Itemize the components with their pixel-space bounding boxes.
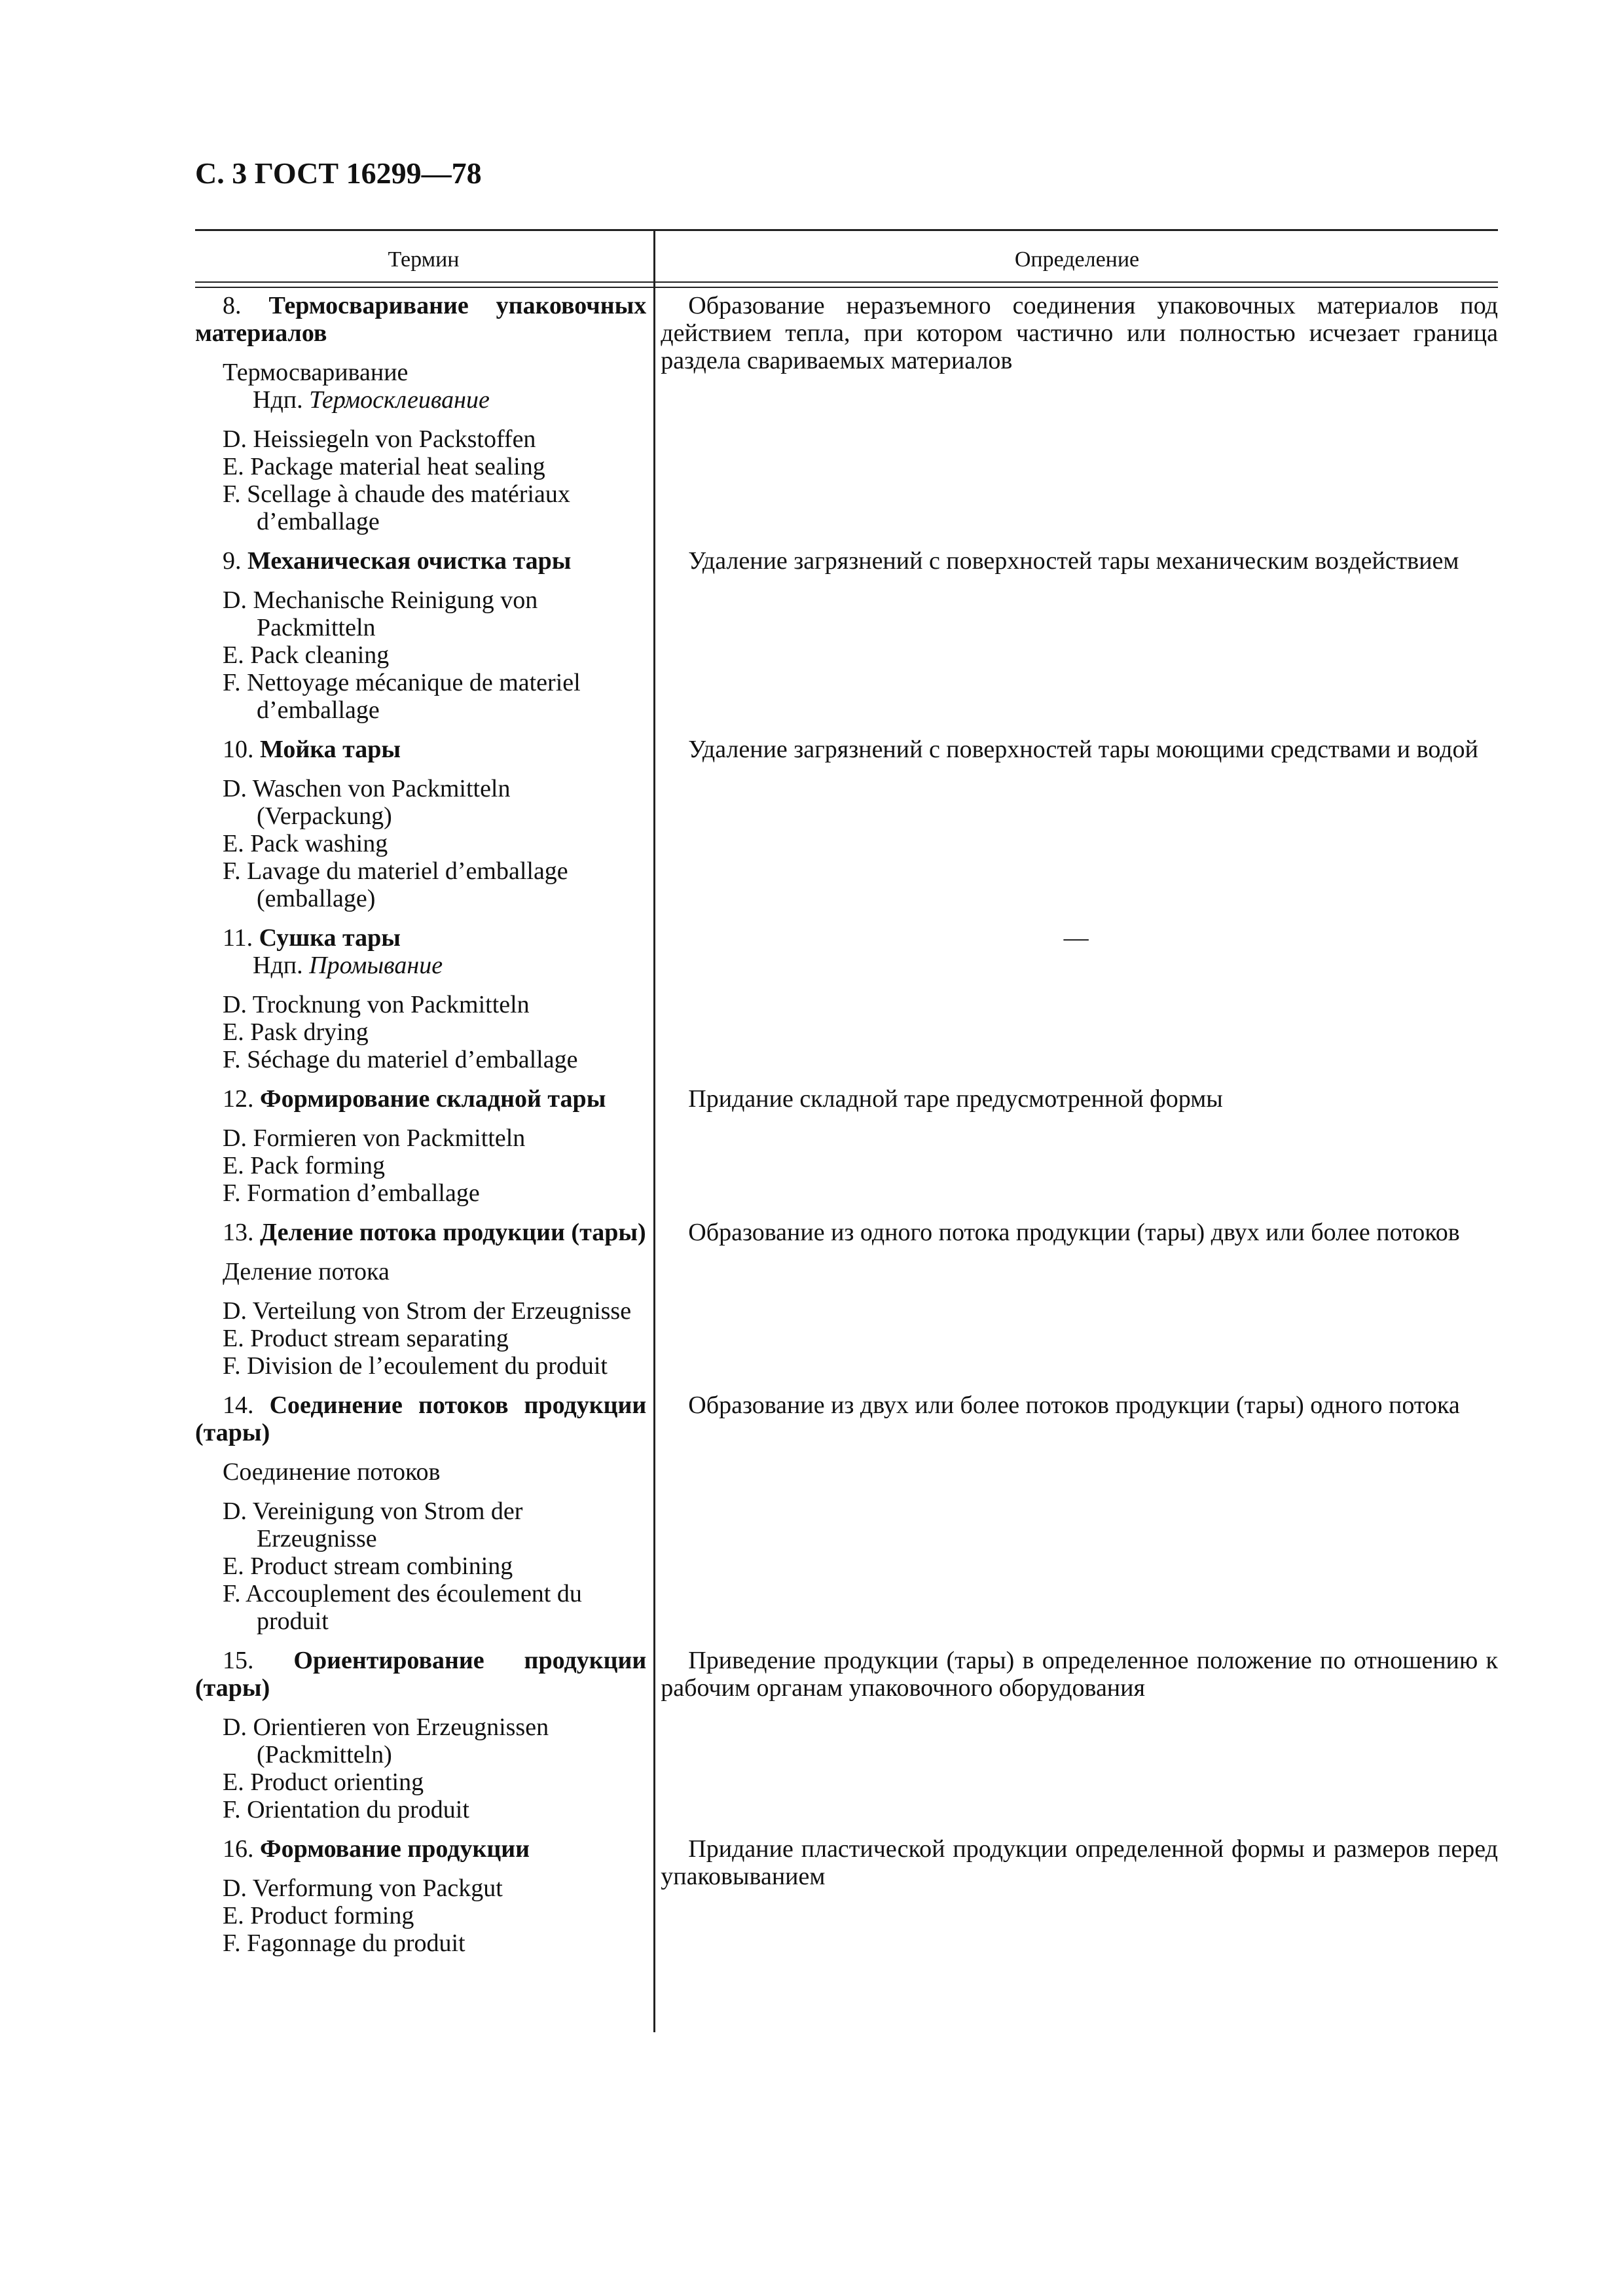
equivalent-fr: F. Division de l’ecoulement du produit — [223, 1352, 608, 1380]
table-row — [195, 1835, 1498, 1957]
term-cell — [195, 924, 651, 1073]
definition-cell — [651, 1647, 1498, 1823]
definition-cell — [651, 1085, 1498, 1207]
foreign-equivalents — [195, 775, 646, 912]
header-rule — [195, 281, 1498, 283]
definition-cell — [651, 292, 1498, 535]
equivalent-fr: F. Scellage à chaude des matériaux d’emballage — [223, 480, 570, 535]
definition-text: Образование из одного потока продукции (тары) двух или более потоков — [688, 1219, 1460, 1246]
table-row — [195, 547, 1498, 724]
equivalent-fr: F. Séchage du materiel d’emballage — [223, 1046, 578, 1073]
equivalent-en: E. Product forming — [223, 1902, 414, 1929]
definition-text: Придание складной таре предусмотренной формы — [688, 1085, 1223, 1113]
definition-text: Образование неразъемного соединения упаковочных материалов под действием тепла, при котором частично или полностью исчезает граница раздела свариваемых материалов — [661, 292, 1498, 374]
equivalent-de: D. Verformung von Packgut — [223, 1874, 503, 1902]
definition-cell — [651, 1391, 1498, 1635]
term-not-recommended: Ндп. Термосклеивание — [253, 386, 490, 414]
table-row — [195, 924, 1498, 1073]
term-cell — [195, 547, 651, 724]
foreign-equivalents — [195, 1124, 646, 1207]
foreign-equivalents — [195, 1713, 646, 1823]
definition-cell — [651, 1835, 1498, 1957]
table-top-rule — [195, 229, 1498, 231]
equivalent-de: D. Mechanische Reinigung von Packmitteln — [223, 586, 538, 641]
equivalent-de: D. Orientieren von Erzeugnissen (Packmitteln) — [223, 1713, 549, 1768]
equivalent-en: E. Product orienting — [223, 1768, 424, 1796]
definition-cell — [651, 1219, 1498, 1380]
page-header: С. 3 ГОСТ 16299—78 — [195, 156, 482, 190]
equivalent-fr: F. Formation d’emballage — [223, 1179, 480, 1207]
equivalent-de: D. Verteilung von Strom der Erzeugnisse — [223, 1297, 632, 1325]
term-cell — [195, 1835, 651, 1957]
term-cell — [195, 1085, 651, 1207]
equivalent-en: E. Product stream combining — [223, 1552, 513, 1580]
foreign-equivalents — [195, 1874, 646, 1957]
equivalent-en: E. Pack cleaning — [223, 641, 390, 669]
definition-text: Образование из двух или более потоков продукции (тары) одного потока — [688, 1391, 1460, 1419]
column-header-term: Термин — [388, 247, 460, 272]
equivalent-en: E. Package material heat sealing — [223, 453, 545, 480]
term-heading: 12. Формирование складной тары — [223, 1085, 606, 1113]
equivalent-fr: F. Lavage du materiel d’emballage (emballage) — [223, 857, 568, 912]
equivalent-en: E. Pack forming — [223, 1152, 386, 1179]
term-cell — [195, 1219, 651, 1380]
term-synonym: Деление потока — [223, 1258, 390, 1285]
foreign-equivalents — [195, 1498, 646, 1635]
definition-text: Приведение продукции (тары) в определенное положение по отношению к рабочим органам упаковочного оборудования — [661, 1647, 1498, 1702]
definition-text: Удаление загрязнений с поверхностей тары моющими средствами и водой — [688, 736, 1478, 763]
term-cell — [195, 736, 651, 912]
foreign-equivalents — [195, 1297, 646, 1380]
table-row — [195, 1647, 1498, 1823]
table-row — [195, 736, 1498, 912]
definition-cell — [651, 736, 1498, 912]
equivalent-de: D. Vereinigung von Strom der Erzeugnisse — [223, 1498, 523, 1552]
equivalent-de: D. Waschen von Packmitteln (Verpackung) — [223, 775, 511, 830]
header-rule-double — [195, 287, 1498, 288]
term-heading: 9. Механическая очистка тары — [223, 547, 572, 575]
column-header-definition: Определение — [1014, 247, 1140, 272]
term-heading: 16. Формование продукции — [223, 1835, 530, 1863]
equivalent-de: D. Formieren von Packmitteln — [223, 1124, 526, 1152]
term-heading: 11. Сушка тары — [223, 924, 401, 952]
definition-cell — [651, 924, 1498, 1073]
foreign-equivalents — [195, 425, 646, 535]
definition-cell — [651, 547, 1498, 724]
term-cell — [195, 1391, 651, 1635]
term-cell — [195, 1647, 651, 1823]
term-heading: 14. Соединение потоков продукции (тары) — [195, 1391, 647, 1446]
table-row — [195, 1219, 1498, 1380]
equivalent-en: E. Product stream separating — [223, 1325, 509, 1352]
equivalent-de: D. Trocknung von Packmitteln — [223, 991, 530, 1018]
equivalent-fr: F. Orientation du produit — [223, 1796, 469, 1823]
term-synonym: Термосваривание — [223, 359, 409, 386]
equivalent-fr: F. Fagonnage du produit — [223, 1929, 465, 1957]
equivalent-fr: F. Accouplement des écoulement du produit — [223, 1580, 582, 1635]
table-row — [195, 292, 1498, 535]
term-cell — [195, 292, 651, 535]
equivalent-en: E. Pask drying — [223, 1018, 369, 1046]
equivalent-fr: F. Nettoyage mécanique de materiel d’emballage — [223, 669, 581, 724]
equivalent-en: E. Pack washing — [223, 830, 388, 857]
term-heading: 13. Деление потока продукции (тары) — [223, 1219, 646, 1246]
table-body — [195, 292, 1498, 1957]
foreign-equivalents — [195, 991, 646, 1073]
term-not-recommended: Ндп. Промывание — [253, 952, 443, 979]
term-heading: 15. Ориентирование продукции (тары) — [195, 1647, 647, 1702]
foreign-equivalents — [195, 586, 646, 724]
definition-dash: — — [1063, 924, 1089, 952]
table-row — [195, 1391, 1498, 1635]
equivalent-de: D. Heissiegeln von Packstoffen — [223, 425, 536, 453]
definition-text: Придание пластической продукции определенной формы и размеров перед упаковыванием — [661, 1835, 1498, 1890]
table-row — [195, 1085, 1498, 1207]
definition-text: Удаление загрязнений с поверхностей тары механическим воздействием — [688, 547, 1459, 575]
term-heading: 8. Термосваривание упаковочных материалов — [195, 292, 647, 347]
term-heading: 10. Мойка тары — [223, 736, 401, 763]
term-synonym: Соединение потоков — [223, 1458, 441, 1486]
